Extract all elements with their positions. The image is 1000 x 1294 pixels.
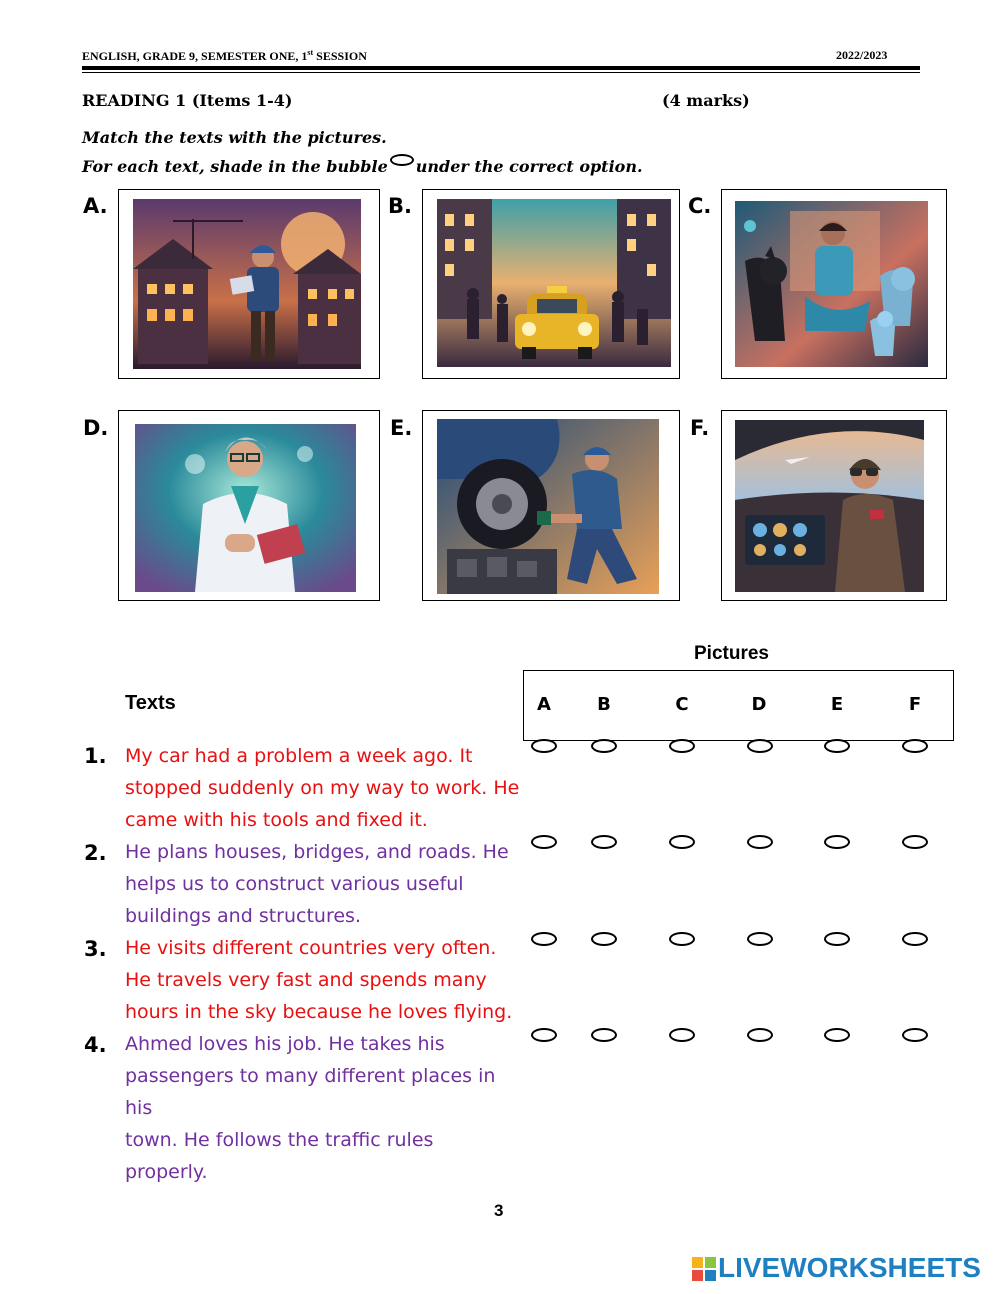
column-header-c: C xyxy=(675,694,689,715)
pictures-heading: Pictures xyxy=(694,643,769,664)
answer-bubble-2-f[interactable] xyxy=(902,835,928,849)
picture-label-b: B. xyxy=(388,194,412,218)
answer-bubble-1-d[interactable] xyxy=(747,739,773,753)
item-4-line-4: properly. xyxy=(125,1161,208,1183)
item-1-line-3: came with his tools and fixed it. xyxy=(125,809,428,831)
instruction-line-1: Match the texts with the pictures. xyxy=(82,128,387,147)
column-header-a: A xyxy=(537,694,551,715)
vet-picture xyxy=(735,201,928,367)
answer-bubble-3-a[interactable] xyxy=(531,932,557,946)
answer-bubble-4-f[interactable] xyxy=(902,1028,928,1042)
header-rule-thin xyxy=(82,72,920,73)
answer-bubble-1-a[interactable] xyxy=(531,739,557,753)
column-header-d: D xyxy=(751,694,767,715)
answer-bubble-3-c[interactable] xyxy=(669,932,695,946)
column-header-e: E xyxy=(830,694,844,715)
item-2-line-1: He plans houses, bridges, and roads. He xyxy=(125,841,509,863)
brand-wordmark: LIVEWORKSHEETS xyxy=(718,1252,981,1283)
answer-bubble-2-d[interactable] xyxy=(747,835,773,849)
item-number-2: 2. xyxy=(84,841,107,865)
answer-bubble-3-b[interactable] xyxy=(591,932,617,946)
instruction-line-2: For each text, shade in the bubble under the correct option. xyxy=(82,154,643,176)
item-text-4 xyxy=(125,1028,520,1188)
picture-label-e: E. xyxy=(390,416,413,440)
answer-bubble-1-e[interactable] xyxy=(824,739,850,753)
column-header-f: F xyxy=(908,694,922,715)
answer-bubble-4-b[interactable] xyxy=(591,1028,617,1042)
picture-label-f: F. xyxy=(690,416,710,440)
mechanic-picture xyxy=(437,419,659,594)
answer-bubble-3-e[interactable] xyxy=(824,932,850,946)
item-4-line-1: Ahmed loves his job. He takes his xyxy=(125,1033,445,1055)
answer-bubble-2-e[interactable] xyxy=(824,835,850,849)
picture-label-d: D. xyxy=(83,416,109,440)
section-marks: (4 marks) xyxy=(662,91,750,110)
item-text-1 xyxy=(125,740,520,836)
answer-bubble-1-b[interactable] xyxy=(591,739,617,753)
column-header-b: B xyxy=(597,694,611,715)
texts-heading: Texts xyxy=(125,692,176,714)
item-4-line-2: passengers to many different places in his xyxy=(125,1065,496,1119)
engineer-picture xyxy=(133,199,361,369)
item-number-1: 1. xyxy=(84,744,107,768)
answer-bubble-2-c[interactable] xyxy=(669,835,695,849)
picture-label-c: C. xyxy=(688,194,712,218)
document-header-year: 2022/2023 xyxy=(836,48,888,62)
answer-bubble-3-f[interactable] xyxy=(902,932,928,946)
answer-bubble-1-c[interactable] xyxy=(669,739,695,753)
item-number-3: 3. xyxy=(84,937,107,961)
item-3-line-1: He visits different countries very often. xyxy=(125,937,497,959)
doctor-picture xyxy=(135,424,356,592)
section-title: READING 1 (Items 1-4) xyxy=(82,91,293,110)
header-rule-thick xyxy=(82,66,920,70)
answer-bubble-1-f[interactable] xyxy=(902,739,928,753)
item-2-line-3: buildings and structures. xyxy=(125,905,361,927)
document-header-left: ENGLISH, GRADE 9, SEMESTER ONE, 1st SESSION xyxy=(82,48,367,63)
item-text-2 xyxy=(125,836,520,932)
answer-bubble-2-b[interactable] xyxy=(591,835,617,849)
answer-bubble-4-d[interactable] xyxy=(747,1028,773,1042)
item-text-3 xyxy=(125,932,520,1028)
answer-bubble-4-c[interactable] xyxy=(669,1028,695,1042)
taxi-picture xyxy=(437,199,671,367)
page-number: 3 xyxy=(494,1201,504,1220)
answer-bubble-2-a[interactable] xyxy=(531,835,557,849)
answer-bubble-4-a[interactable] xyxy=(531,1028,557,1042)
options-header-box xyxy=(523,670,954,741)
pilot-picture xyxy=(735,420,924,592)
item-3-line-3: hours in the sky because he loves flying. xyxy=(125,1001,513,1023)
answer-bubble-3-d[interactable] xyxy=(747,932,773,946)
picture-label-a: A. xyxy=(83,194,108,218)
item-1-line-1: My car had a problem a week ago. It xyxy=(125,745,473,767)
item-1-line-2: stopped suddenly on my way to work. He xyxy=(125,777,520,799)
item-2-line-2: helps us to construct various useful xyxy=(125,873,464,895)
answer-bubble-4-e[interactable] xyxy=(824,1028,850,1042)
item-3-line-2: He travels very fast and spends many xyxy=(125,969,487,991)
item-number-4: 4. xyxy=(84,1033,107,1057)
item-4-line-3: town. He follows the traffic rules xyxy=(125,1129,434,1151)
sample-bubble-icon xyxy=(390,154,414,166)
liveworksheets-logo-icon xyxy=(692,1257,718,1283)
